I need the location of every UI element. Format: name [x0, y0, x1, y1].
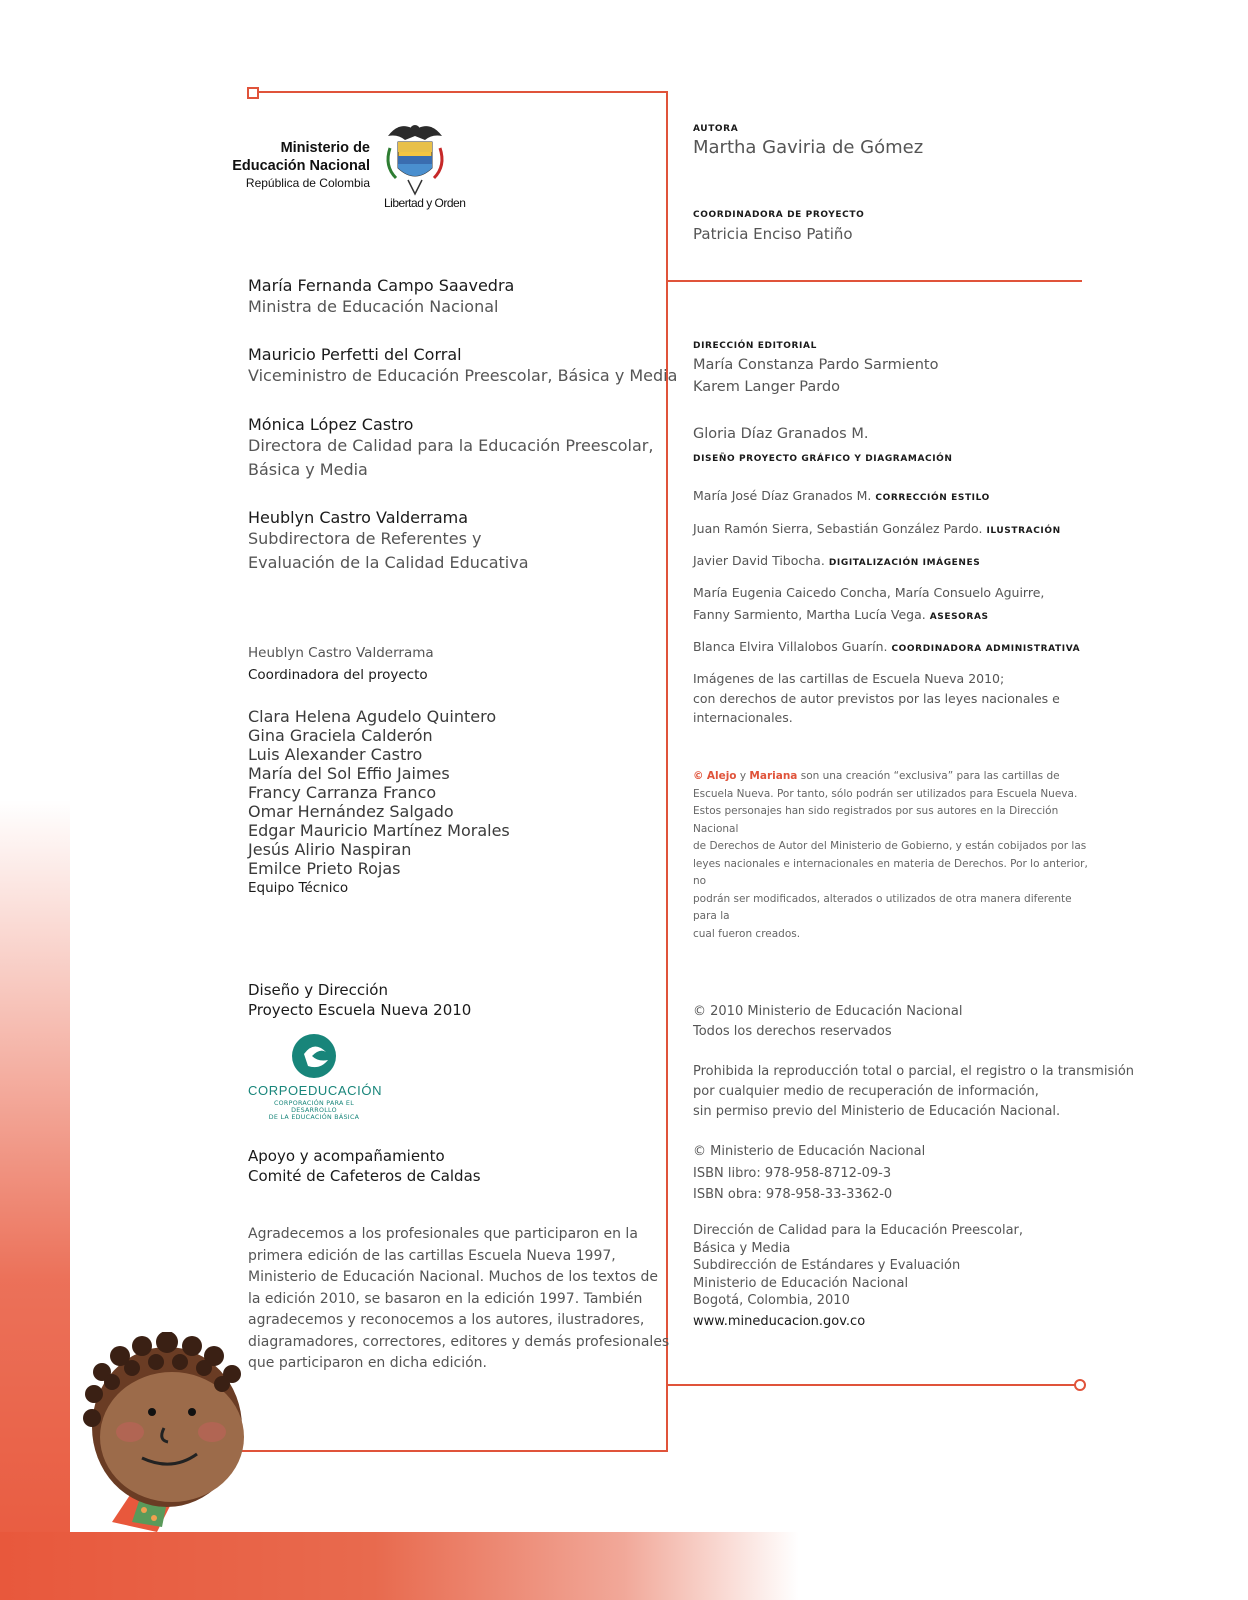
- credit-proofreading: [693, 485, 990, 509]
- editorial-label: DIRECCIÓN EDITORIAL: [693, 341, 817, 351]
- ministry-logo-line3: República de Colombia: [245, 176, 370, 190]
- official-1: [248, 276, 514, 319]
- acknowledgement-line: Ministerio de Educación Nacional. Muchos de los textos de: [248, 1269, 658, 1285]
- isbn-line: ISBN libro: 978-958-8712-09-3: [693, 1165, 892, 1181]
- official-role: Básica y Media: [248, 460, 368, 479]
- coat-of-arms-icon: [380, 118, 450, 198]
- corpoeducacion-subtitle: [250, 1100, 378, 1121]
- team-member: Luis Alexander Castro: [248, 745, 423, 764]
- credit-label: CORRECCIÓN ESTILO: [875, 493, 990, 503]
- official-4: [248, 508, 529, 575]
- frame-circle-marker: [1074, 1379, 1086, 1391]
- design-direction: [248, 980, 471, 1020]
- character-mariana: Mariana: [749, 770, 798, 782]
- background-bottom-gradient: [0, 1532, 1248, 1600]
- characters-notice-lines: [693, 786, 1093, 944]
- acknowledgement-line: primera edición de las cartillas Escuela Nueva 1997,: [248, 1247, 616, 1264]
- official-role: Directora de Calidad para la Educación Preescolar,: [248, 436, 654, 455]
- images-rights-line: internacionales.: [693, 710, 793, 725]
- team-member: Edgar Mauricio Martínez Morales: [248, 821, 510, 840]
- images-rights: [693, 669, 1060, 728]
- prohibition: [693, 1062, 1134, 1122]
- address-line: Ministerio de Educación Nacional: [693, 1275, 909, 1291]
- isbn: [693, 1141, 925, 1206]
- characters-y: y: [739, 770, 747, 782]
- prohibition-line: Prohibida la reproducción total o parcial, el registro o la transmisión: [693, 1064, 1135, 1079]
- official-2: [248, 345, 677, 388]
- technical-team: [248, 707, 510, 900]
- support: [248, 1146, 481, 1186]
- official-role: Ministra de Educación Nacional: [248, 297, 499, 316]
- official-name: Heublyn Castro Valderrama: [248, 508, 469, 527]
- official-role: Viceministro de Educación Preescolar, Básica y Media: [248, 366, 678, 385]
- coordinator-right-name: Patricia Enciso Patiño: [693, 225, 853, 243]
- frame-line-middle-right: [668, 280, 1082, 282]
- acknowledgement-line: que participaron en dicha edición.: [248, 1355, 487, 1371]
- coordinator-label: COORDINADORA DE PROYECTO: [693, 210, 865, 220]
- prohibition-line: por cualquier medio de recuperación de información,: [693, 1084, 1039, 1099]
- prohibition-line: sin permiso previo del Ministerio de Educación Nacional.: [693, 1104, 1061, 1119]
- team-member: Clara Helena Agudelo Quintero: [248, 707, 497, 726]
- frame-line-top: [250, 91, 667, 93]
- editorial-names: [693, 354, 938, 398]
- advisors-label: ASESORAS: [929, 612, 989, 622]
- team-member-list: [248, 707, 510, 878]
- design-line2: Proyecto Escuela Nueva 2010: [248, 1001, 472, 1019]
- credit-admin: [693, 636, 1080, 660]
- admin-label: COORDINADORA ADMINISTRATIVA: [891, 644, 1081, 654]
- characters-notice: [693, 768, 1093, 943]
- official-name: Mónica López Castro: [248, 415, 414, 434]
- characters-notice-line: Escuela Nueva. Por tanto, sólo podrán ser utilizados para Escuela Nueva.: [693, 787, 1078, 800]
- corpoeducacion-sub1: CORPORACIÓN PARA EL DESARROLLO: [273, 1100, 355, 1114]
- team-member: Jesús Alirio Naspiran: [248, 840, 412, 859]
- ministry-logo-line1: Ministerio de: [280, 140, 370, 156]
- support-line1: Apoyo y acompañamiento: [248, 1147, 445, 1165]
- character-alejo: Alejo: [706, 770, 737, 782]
- characters-notice-line: leyes nacionales e internacionales en materia de Derechos. Por lo anterior, no: [693, 857, 1088, 887]
- official-name: María Fernanda Campo Saavedra: [248, 276, 515, 295]
- address-line: Bogotá, Colombia, 2010: [693, 1293, 850, 1308]
- acknowledgement-line: Agradecemos a los profesionales que participaron en la: [248, 1226, 638, 1242]
- credit-text: Juan Ramón Sierra, Sebastián González Pardo.: [693, 521, 983, 536]
- images-rights-line: Imágenes de las cartillas de Escuela Nueva 2010;: [693, 671, 1005, 686]
- official-name: Mauricio Perfetti del Corral: [248, 345, 462, 364]
- copyright-line: Todos los derechos reservados: [693, 1024, 892, 1039]
- images-rights-line: con derechos de autor previstos por las leyes nacionales e: [693, 690, 1060, 706]
- frame-line-bottom-right: [668, 1384, 1076, 1386]
- address: [693, 1222, 1023, 1310]
- project-coordination: [248, 643, 434, 686]
- official-3: [248, 415, 653, 482]
- characters-notice-line: cual fueron creados.: [693, 927, 801, 940]
- corpoeducacion-sub2: DE LA EDUCACIÓN BÁSICA: [268, 1114, 360, 1121]
- copyright-symbol: ©: [693, 770, 704, 782]
- frame-square-marker: [247, 87, 259, 99]
- copyright-line: © 2010 Ministerio de Educación Nacional: [693, 1004, 963, 1019]
- acknowledgement-line: la edición 2010, se basaron en la edición 1997. También: [248, 1290, 643, 1307]
- child-character-icon: [72, 1332, 252, 1532]
- team-member: Emilce Prieto Rojas: [248, 859, 401, 878]
- acknowledgements: [248, 1224, 669, 1375]
- team-label: Equipo Técnico: [248, 880, 349, 896]
- website-link[interactable]: www.mineducacion.gov.co: [693, 1314, 866, 1329]
- isbn-line: ISBN obra: 978-958-33-3362-0: [693, 1187, 893, 1202]
- author-name: Martha Gaviria de Gómez: [693, 137, 924, 158]
- copyright: [693, 1002, 962, 1042]
- credit-text: Javier David Tibocha.: [693, 553, 825, 568]
- editorial-name: María Constanza Pardo Sarmiento: [693, 357, 939, 373]
- author-label: AUTORA: [693, 124, 739, 134]
- credit-label: ILUSTRACIÓN: [986, 526, 1061, 536]
- design-line1: Diseño y Dirección: [248, 981, 388, 999]
- credit-advisors: [693, 582, 1044, 628]
- ministry-logo-line2: Educación Nacional: [232, 158, 370, 174]
- official-role: Subdirectora de Referentes y: [248, 529, 482, 548]
- characters-notice-line: Estos personajes han sido registrados por sus autores en la Dirección Nacional: [693, 805, 1059, 835]
- team-member: Omar Hernández Salgado: [248, 802, 454, 821]
- official-role: Evaluación de la Calidad Educativa: [248, 553, 529, 572]
- design-label: DISEÑO PROYECTO GRÁFICO Y DIAGRAMACIÓN: [693, 454, 953, 464]
- team-member: María del Sol Effio Jaimes: [248, 764, 450, 783]
- advisors-line2: Fanny Sarmiento, Martha Lucía Vega.: [693, 607, 926, 622]
- coordinator-name: Heublyn Castro Valderrama: [248, 645, 434, 661]
- acknowledgement-line: agradecemos y reconocemos a los autores, ilustradores,: [248, 1312, 645, 1328]
- team-member: Gina Graciela Calderón: [248, 726, 433, 745]
- address-line: Básica y Media: [693, 1240, 791, 1256]
- characters-notice-line: de Derechos de Autor del Ministerio de Gobierno, y están cobijados por las: [693, 840, 1087, 852]
- credit-text: María José Díaz Granados M.: [693, 488, 872, 503]
- background-left-gradient: [0, 800, 70, 1600]
- design-name: Gloria Díaz Granados M.: [693, 426, 869, 442]
- frame-line-bottom-left: [232, 1450, 668, 1452]
- coordinator-role: Coordinadora del proyecto: [248, 666, 428, 683]
- address-line: Subdirección de Estándares y Evaluación: [693, 1258, 961, 1273]
- advisors-line1: María Eugenia Caicedo Concha, María Consuelo Aguirre,: [693, 585, 1045, 600]
- address-line: Dirección de Calidad para la Educación Preescolar,: [693, 1223, 1024, 1238]
- admin-text: Blanca Elvira Villalobos Guarín.: [693, 639, 888, 654]
- corpoeducacion-name: CORPOEDUCACIÓN: [248, 1083, 383, 1098]
- credit-digitization: [693, 550, 980, 574]
- team-member: Francy Carranza Franco: [248, 783, 437, 802]
- support-line2: Comité de Cafeteros de Caldas: [248, 1167, 481, 1185]
- credit-label: DIGITALIZACIÓN IMÁGENES: [828, 558, 981, 568]
- acknowledgement-line: diagramadores, correctores, editores y demás profesionales: [248, 1333, 670, 1350]
- characters-notice-line: podrán ser modificados, alterados o utilizados de otra manera diferente para la: [693, 892, 1072, 922]
- credit-illustration: [693, 518, 1061, 542]
- editorial-name: Karem Langer Pardo: [693, 379, 841, 395]
- ministry-logo-motto: Libertad y Orden: [384, 196, 466, 210]
- characters-rest: son una creación “exclusiva” para las cartillas de: [800, 770, 1060, 782]
- isbn-line: © Ministerio de Educación Nacional: [693, 1144, 926, 1159]
- corpoeducacion-logo-icon: [290, 1030, 338, 1082]
